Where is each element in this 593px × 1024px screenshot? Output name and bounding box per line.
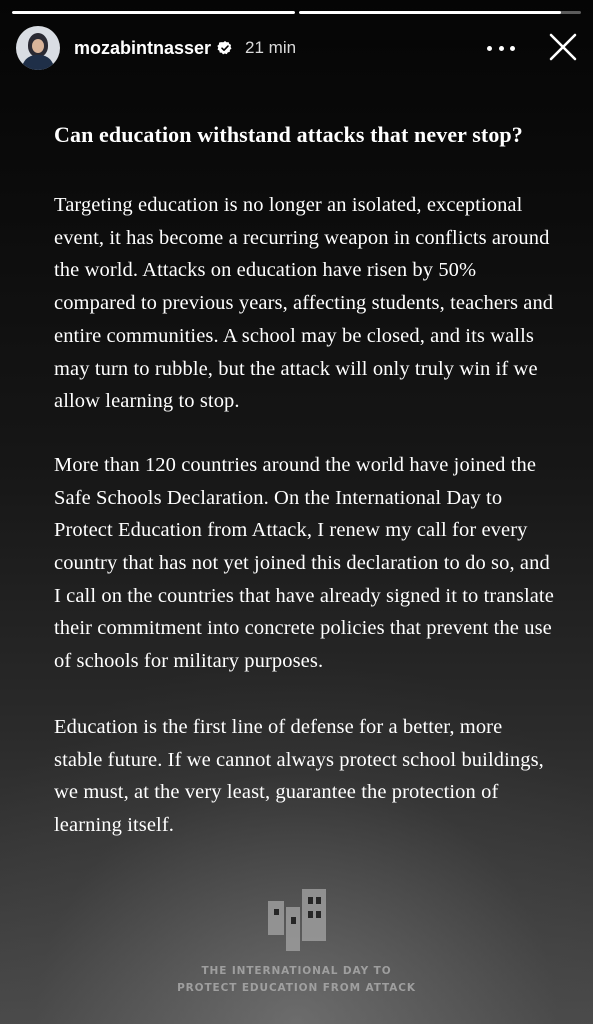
story-header — [16, 25, 579, 71]
story-progress-segment — [299, 11, 582, 14]
paragraph: More than 120 countries around the world have joined the Safe Schools Declaration. On the International Day to Protect Education from Attack, I renew my call for every country that has not yet joined this declaration to do so, and I call on the countries that have already signed it to translate their commitment into concrete policies that prevent the use of schools for military purposes. — [54, 453, 554, 673]
more-options-icon[interactable] — [487, 35, 515, 61]
event-logo — [0, 887, 593, 997]
story-progress-bars — [12, 11, 581, 14]
paragraph: Targeting education is no longer an isolated, exceptional event, it has become a recurring weapon in conflicts around the world. Attacks on education have risen by 50% compared to previous years, affecting students, teachers and entire communities. A school may be closed, and its walls may turn to rubble, but the attack will only truly win if we allow learning to stop. — [54, 194, 554, 413]
post-title: Can education withstand attacks that never stop? — [54, 122, 523, 147]
close-icon[interactable] — [547, 31, 579, 63]
post-time: 21 min — [245, 38, 297, 57]
school-shield-logo-icon — [266, 887, 328, 953]
story-text — [54, 118, 554, 842]
logo-caption-line: PROTECT EDUCATION FROM ATTACK — [177, 982, 416, 994]
user-info — [74, 38, 296, 59]
username[interactable]: mozabintnasser — [74, 37, 212, 58]
paragraph: Education is the first line of defense for a better, more stable future. If we cannot always protect school buildings, we must, at the very least, guarantee the protection of learning itself. — [54, 715, 544, 836]
logo-caption-line: THE INTERNATIONAL DAY TO — [201, 965, 392, 977]
logo-caption — [0, 963, 593, 997]
story-progress-segment — [12, 11, 295, 14]
verified-badge-icon — [217, 40, 233, 56]
avatar[interactable] — [16, 26, 60, 70]
